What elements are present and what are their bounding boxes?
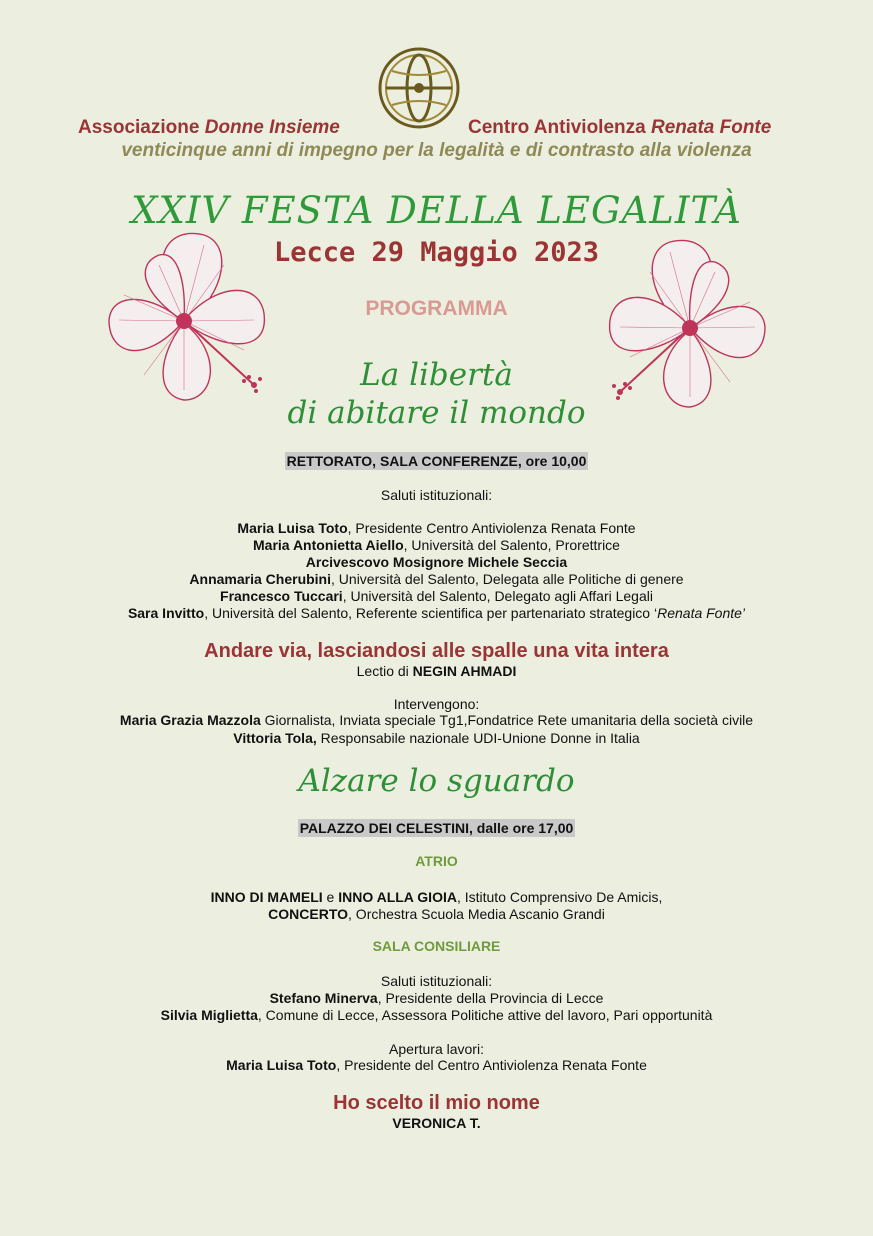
speaker-line: Stefano Minerva, Presidente della Provincia di Lecce xyxy=(269,990,604,1006)
lectio-speaker: Lectio di NEGIN AHMADI xyxy=(356,663,517,679)
atrio-heading: ATRIO xyxy=(415,853,458,869)
morning-venue: RETTORATO, SALA CONFERENZE, ore 10,00 xyxy=(286,453,587,469)
afternoon-theme: Alzare lo sguardo xyxy=(298,763,575,799)
tagline: venticinque anni di impegno per la legalità e di contrasto alla violenza xyxy=(121,140,752,161)
closing-name: VERONICA T. xyxy=(392,1115,481,1131)
celtic-knot-logo-icon xyxy=(378,45,460,131)
programma-heading: PROGRAMMA xyxy=(365,297,508,320)
apertura-line: Maria Luisa Toto, Presidente del Centro Antiviolenza Renata Fonte xyxy=(226,1057,647,1073)
speaker-line: Maria Luisa Toto, Presidente Centro Antiviolenza Renata Fonte xyxy=(237,520,636,536)
closing-title: Ho scelto il mio nome xyxy=(333,1092,540,1114)
speaker-line: Sara Invitto, Università del Salento, Referente scientifica per partenariato strategico ‘Renata Fonte’ xyxy=(127,605,746,621)
saluti-label: Saluti istituzionali: xyxy=(380,973,493,989)
afternoon-venue: PALAZZO DEI CELESTINI, dalle ore 17,00 xyxy=(299,820,574,836)
intervengono-label: Intervengono: xyxy=(393,696,480,712)
theme-line-1: La libertà xyxy=(360,357,513,393)
atrio-line: INNO DI MAMELI e INNO ALLA GIOIA, Istituto Comprensivo De Amicis, xyxy=(210,889,663,905)
speaker-line: Silvia Miglietta, Comune di Lecce, Assessora Politiche attive del lavoro, Pari opportunità xyxy=(160,1007,713,1023)
atrio-line: CONCERTO, Orchestra Scuola Media Ascanio Grandi xyxy=(268,906,605,922)
lectio-title: Andare via, lasciandosi alle spalle una vita intera xyxy=(204,640,669,662)
saluti-label: Saluti istituzionali: xyxy=(380,487,493,503)
speaker-line: Annamaria Cherubini, Università del Salento, Delegata alle Politiche di genere xyxy=(189,571,684,587)
sala-heading: SALA CONSILIARE xyxy=(372,938,501,954)
event-date: Lecce 29 Maggio 2023 xyxy=(273,237,600,268)
speaker-line: Maria Antonietta Aiello, Università del Salento, Prorettrice xyxy=(253,537,620,553)
centro-antiviolenza: Centro Antiviolenza Renata Fonte xyxy=(468,117,772,138)
guest-line: Vittoria Tola, Responsabile nazionale UDI-Unione Donne in Italia xyxy=(233,730,640,746)
speaker-line: Francesco Tuccari, Università del Salento, Delegato agli Affari Legali xyxy=(220,588,653,604)
apertura-label: Apertura lavori: xyxy=(389,1041,484,1057)
association-donne-insieme: Associazione Donne Insieme xyxy=(78,117,340,138)
guest-line: Maria Grazia Mazzola Giornalista, Inviata speciale Tg1,Fondatrice Rete umanitaria della società civile xyxy=(119,712,754,728)
theme-line-2: di abitare il mondo xyxy=(287,395,586,431)
event-title: XXIV FESTA DELLA LEGALITÀ xyxy=(131,189,742,232)
speaker-line: Arcivescovo Mosignore Michele Seccia xyxy=(305,554,568,570)
